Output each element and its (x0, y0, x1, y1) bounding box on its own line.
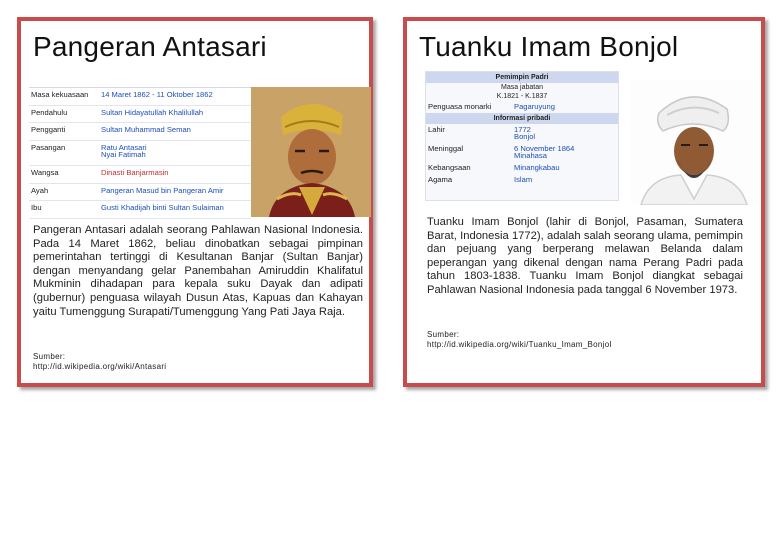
infobox-row (29, 88, 251, 106)
body-text: Tuanku Imam Bonjol (lahir di Bonjol, Pasaman, Sumatera Barat, Indonesia 1772), adalah salah seorang ulama, pemimpin dan pejuang yang berperang melawan Belanda dalam peperangan yang dikenal dengan nama Perang Padri pada tahun 1803-1838. Tuanku Imam Bonjol diangkat sebagai Pahlawan Nasional Indonesia pada tanggal 6 November 1973. (427, 216, 743, 296)
source-url[interactable]: http://id.wikipedia.org/wiki/Antasari (33, 362, 167, 371)
infobox-row (426, 143, 618, 162)
portrait-icon (631, 79, 757, 205)
infobox-label: Kebangsaan (428, 162, 471, 172)
infobox-value[interactable]: Islam (514, 174, 533, 184)
infobox-sub-label: Masa jabatan (500, 84, 544, 91)
infobox-value[interactable]: 1772 Bonjol (514, 124, 536, 142)
body-text: Pangeran Antasari adalah seorang Pahlawan Nasional Indonesia. Pada 14 Maret 1862, beliau dinobatkan sebagai pimpinan pemerintahan tertinggi di Kesultanan Banjar (Sultan Banjar) dengan menyandang gelar Panembahan Amiruddin Khalifatul Mukminin dihadapan para kepala suku Dayak dan adipati (gubernur) penguasa wilayah Dusun Atas, Kapuas dan Kahayan yaitu Tumenggung Surapati/Tumenggung Yang Pati Jaya Raja. (33, 224, 363, 318)
card-title: Pangeran Antasari (33, 31, 267, 62)
infobox-label: Ayah (31, 185, 49, 195)
infobox-row (29, 141, 251, 166)
infobox (29, 87, 251, 217)
infobox-row (29, 123, 251, 141)
card-tuanku-imam-bonjol (403, 17, 765, 387)
infobox-row (29, 106, 251, 124)
source (427, 330, 612, 350)
infobox-row (29, 166, 251, 184)
infobox-value[interactable]: 14 Maret 1862 - 11 Oktober 1862 (101, 90, 213, 99)
infobox-value[interactable]: Sultan Hidayatullah Khalilullah (101, 107, 204, 117)
infobox-label: Ibu (31, 203, 42, 213)
infobox-row (29, 184, 251, 202)
infobox-label: Agama (428, 174, 453, 184)
portrait-icon (251, 87, 371, 217)
infobox-value[interactable]: Pagaruyung (514, 102, 555, 111)
infobox-row (426, 174, 618, 186)
infobox-row (426, 124, 618, 143)
infobox-row (29, 201, 251, 219)
infobox-label: Lahir (428, 124, 445, 134)
infobox-label: Meninggal (428, 143, 464, 153)
infobox-label: Pendahulu (31, 107, 68, 117)
infobox-label: Pengganti (31, 125, 66, 135)
infobox-label: Pasangan (31, 142, 66, 152)
infobox-value[interactable]: 6 November 1864 Minahasa (514, 143, 575, 161)
infobox-label: Wangsa (31, 167, 59, 177)
infobox-row (426, 101, 618, 113)
source-url[interactable]: http://id.wikipedia.org/wiki/Tuanku_Imam_Bonjol (427, 340, 612, 349)
infobox-section: Informasi pribadi (426, 113, 618, 124)
infobox-value[interactable]: Gusti Khadijah binti Sultan Sulaiman (101, 203, 224, 213)
card-title: Tuanku Imam Bonjol (419, 31, 679, 62)
infobox-label: Masa kekuasaan (31, 90, 89, 99)
infobox-value[interactable]: Ratu Antasari Nyai Fatimah (101, 142, 147, 160)
infobox-value[interactable]: Dinasti Banjarmasin (101, 167, 169, 177)
infobox-sub-value[interactable]: K.1821 - K.1837 (496, 93, 548, 100)
infobox-value[interactable]: Sultan Muhammad Seman (101, 125, 191, 135)
source-label: Sumber: (33, 352, 66, 361)
infobox-value[interactable]: Minangkabau (514, 162, 560, 172)
infobox-row (426, 162, 618, 174)
infobox-label: Penguasa monarki (428, 102, 492, 111)
infobox (425, 71, 619, 201)
infobox-value[interactable]: Pangeran Masud bin Pangeran Amir (101, 185, 224, 195)
source (33, 352, 166, 372)
card-pangeran-antasari (17, 17, 373, 387)
infobox-header: Pemimpin Padri (426, 72, 618, 83)
source-label: Sumber: (427, 330, 460, 339)
